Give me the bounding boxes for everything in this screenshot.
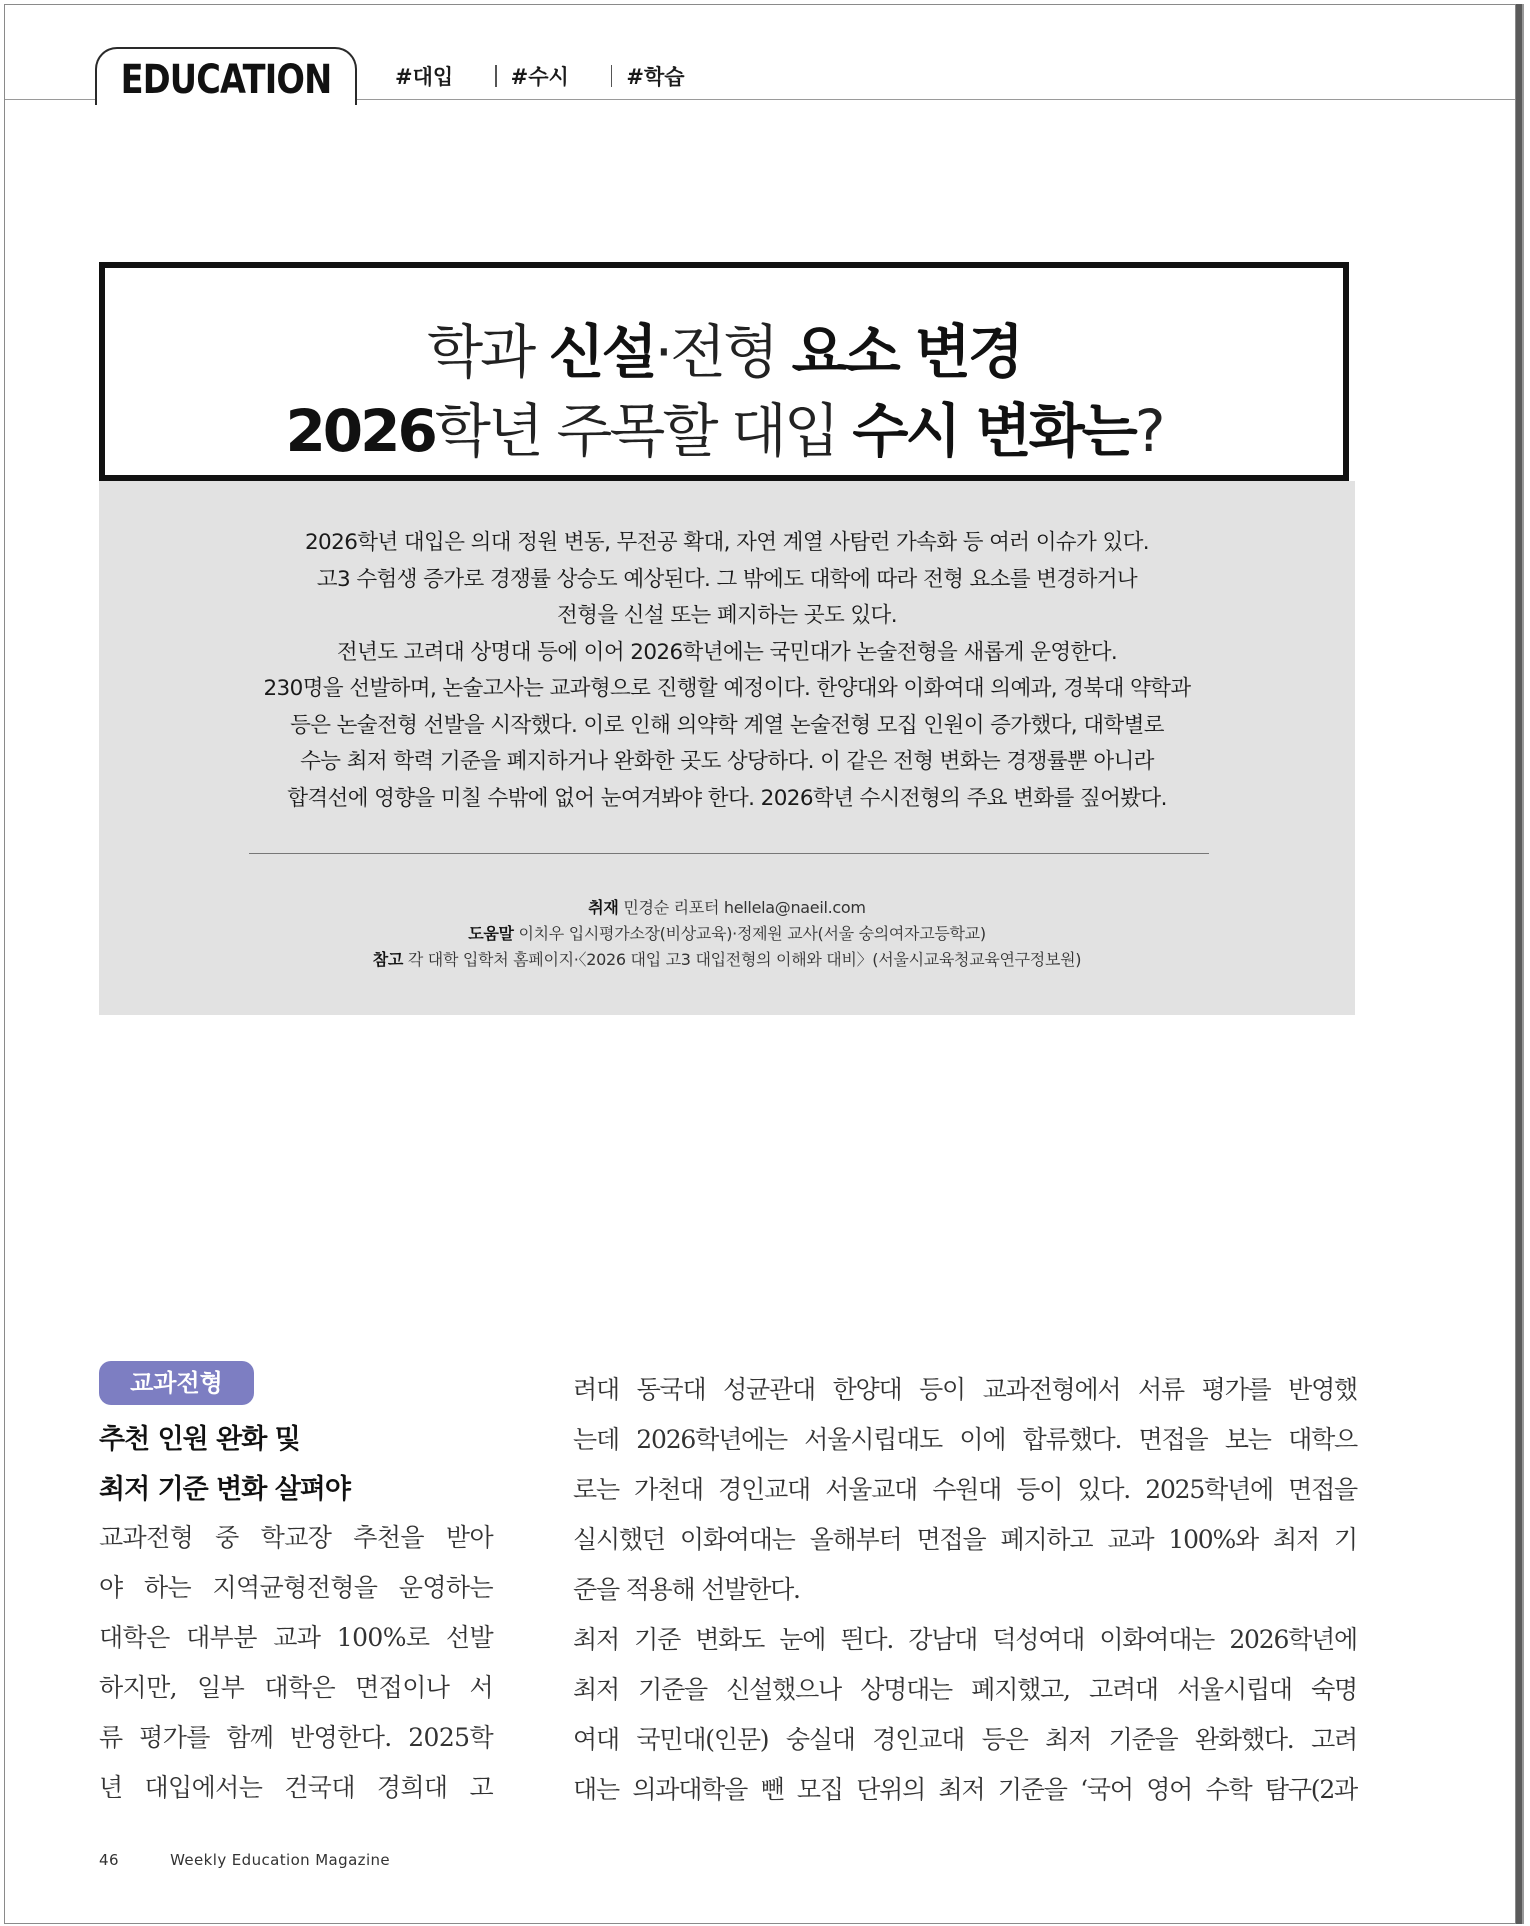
headline-segment: 신설 bbox=[548, 318, 655, 386]
body-column-left bbox=[99, 1513, 493, 1813]
tag-divider bbox=[611, 65, 613, 87]
body-line: 실시했던 이화여대는 올해부터 면접을 폐지하고 교과 100%와 최저 기 bbox=[573, 1525, 1357, 1554]
tag-study[interactable]: #학습 bbox=[626, 65, 685, 89]
body-line: 류 평가를 함께 반영한다. 2025학 bbox=[99, 1723, 493, 1752]
headline-segment: 요소 변경 bbox=[791, 318, 1021, 386]
category-badge: 교과전형 bbox=[99, 1361, 254, 1405]
body-line: 로는 가천대 경인교대 서울교대 수원대 등이 있다. 2025학년에 면접을 bbox=[573, 1475, 1357, 1504]
section-label: EDUCATION bbox=[120, 57, 332, 103]
headline-segment: ? bbox=[1134, 397, 1163, 465]
tag-list bbox=[395, 61, 685, 91]
lead-divider bbox=[249, 853, 1209, 854]
lead-line: 수능 최저 학력 기준을 폐지하거나 완화한 곳도 상당하다. 이 같은 전형 변화는 경쟁률뿐 아니라 bbox=[300, 749, 1154, 774]
section-tab bbox=[95, 47, 357, 105]
magazine-page bbox=[4, 4, 1516, 1924]
lead-line: 등은 논술전형 선발을 시작했다. 이로 인해 의약학 계열 논술전형 모집 인원이 증가했다, 대학별로 bbox=[290, 712, 1164, 738]
lead-line: 전년도 고려대 상명대 등에 이어 2026학년에는 국민대가 논술전형을 새롭게 운영한다. bbox=[336, 639, 1118, 665]
headline-line-2 bbox=[105, 384, 1343, 468]
lead-line: 2026학년 대입은 의대 정원 변동, 무전공 확대, 자연 계열 사탐런 가속화 등 여러 이슈가 있다. bbox=[304, 530, 1150, 555]
credit-reporter: 취재 민경순 리포터 hellela@naeil.com bbox=[588, 898, 866, 917]
body-column-right bbox=[573, 1365, 1357, 1815]
tag-admission[interactable]: #대입 bbox=[395, 65, 454, 89]
body-line: 야 하는 지역균형전형을 운영하는 bbox=[99, 1573, 493, 1602]
headline-segment: 수시 변화는 bbox=[852, 397, 1135, 465]
lead-line: 고3 수험생 증가로 경쟁률 상승도 예상된다. 그 밖에도 대학에 따라 전형 요소를 변경하거나 bbox=[316, 566, 1138, 592]
credit-references: 참고 각 대학 입학처 홈페이지·〈2026 대입 고3 대입전형의 이해와 대비〉(서울시교육청교육연구정보원) bbox=[372, 950, 1082, 969]
page-number: 46 bbox=[99, 1851, 119, 1869]
lead-paragraph bbox=[99, 525, 1355, 817]
lead-line: 230명을 선발하며, 논술고사는 교과형으로 진행할 예정이다. 한양대와 이화여대 의예과, 경북대 약학과 bbox=[263, 676, 1191, 701]
body-line: 하지만, 일부 대학은 면접이나 서 bbox=[99, 1673, 493, 1702]
body-line: 는데 2026학년에는 서울시립대도 이에 합류했다. 면접을 보는 대학으 bbox=[573, 1425, 1357, 1454]
body-line: 여대 국민대(인문) 숭실대 경인교대 등은 최저 기준을 완화했다. 고려 bbox=[573, 1725, 1357, 1754]
headline-line-1 bbox=[105, 305, 1343, 389]
lead-line: 합격선에 영향을 미칠 수밖에 없어 눈여겨봐야 한다. 2026학년 수시전형의 주요 변화를 짚어봤다. bbox=[287, 785, 1167, 811]
body-line: 최저 기준 변화도 눈에 띈다. 강남대 덕성여대 이화여대는 2026학년에 bbox=[573, 1625, 1357, 1654]
lead-box bbox=[99, 481, 1355, 1015]
body-line: 대학은 대부분 교과 100%로 선발 bbox=[99, 1623, 493, 1652]
tag-early-admission[interactable]: #수시 bbox=[510, 65, 569, 89]
lead-line: 전형을 신설 또는 폐지하는 곳도 있다. bbox=[557, 603, 897, 628]
credit-advisors: 도움말 이치우 입시평가소장(비상교육)·정제원 교사(서울 숭의여자고등학교) bbox=[468, 924, 986, 943]
sub-headline bbox=[99, 1415, 499, 1515]
headline-box bbox=[99, 262, 1349, 481]
page-footer bbox=[99, 1851, 390, 1869]
headline-segment: 학과 bbox=[427, 318, 549, 386]
headline-segment: ·전형 bbox=[654, 318, 792, 386]
body-line: 려대 동국대 성균관대 한양대 등이 교과전형에서 서류 평가를 반영했 bbox=[573, 1375, 1357, 1404]
headline-segment: 2026 bbox=[285, 397, 435, 465]
body-line: 년 대입에서는 건국대 경희대 고 bbox=[99, 1773, 493, 1802]
sub-headline-line: 추천 인원 완화 및 bbox=[99, 1424, 300, 1455]
body-line: 준을 적용해 선발한다. bbox=[573, 1575, 800, 1604]
sub-headline-line: 최저 기준 변화 살펴야 bbox=[99, 1474, 350, 1505]
tag-divider bbox=[495, 65, 497, 87]
credits bbox=[99, 895, 1355, 973]
body-line: 교과전형 중 학교장 추천을 받아 bbox=[99, 1523, 493, 1552]
magazine-name: Weekly Education Magazine bbox=[170, 1851, 391, 1869]
body-line: 최저 기준을 신설했으나 상명대는 폐지했고, 고려대 서울시립대 숙명 bbox=[573, 1675, 1357, 1704]
body-line: 대는 의과대학을 뺀 모집 단위의 최저 기준을 ‘국어 영어 수학 탐구(2과 bbox=[573, 1775, 1357, 1804]
headline-segment: 학년 주목할 대입 bbox=[434, 397, 853, 465]
